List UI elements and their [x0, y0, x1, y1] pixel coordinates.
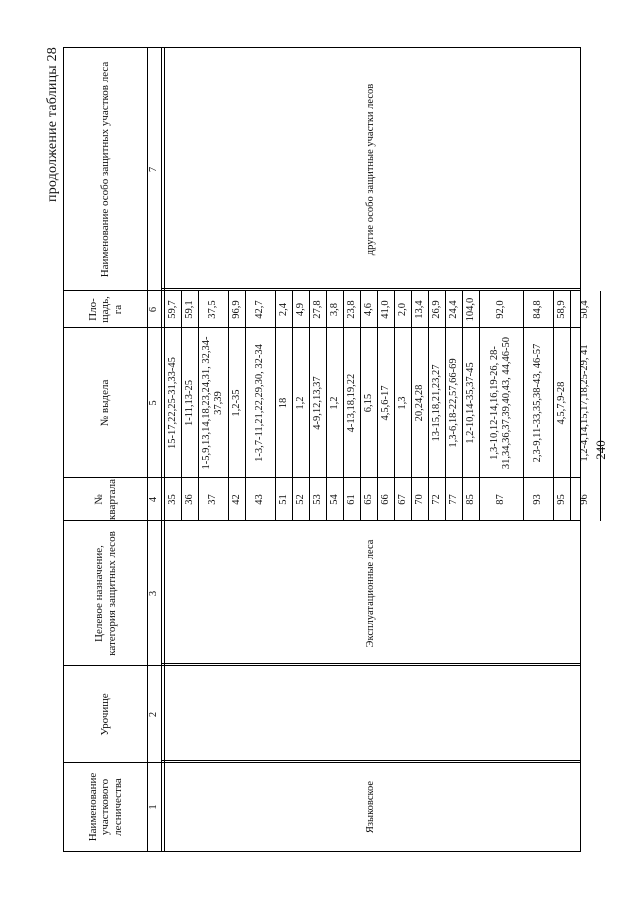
row-area: 24,4: [447, 300, 459, 319]
row-quarter: 37: [207, 494, 219, 505]
row-area: 13,4: [413, 300, 425, 319]
row-quarter: 67: [396, 494, 408, 505]
row-allotments: 1,3-10,12-14,16,19-26, 28-31,34,36,37,39,40,43, 44,46-50: [489, 336, 512, 470]
row-area: 41,0: [379, 300, 391, 319]
row-quarter: 70: [413, 494, 425, 505]
colnum-bottom-line: [161, 48, 162, 851]
colnum-2: 2: [148, 711, 160, 718]
row-allotments: 4-9,12,13,37: [311, 376, 323, 430]
colnum-1: 1: [148, 804, 160, 810]
row-area: 37,5: [207, 300, 219, 319]
row-quarter: 65: [362, 494, 374, 505]
header-area: Пло-щадь, га: [87, 296, 124, 323]
row-area: 4,9: [294, 302, 306, 317]
row-quarter: 35: [166, 494, 178, 505]
row-quarter: 51: [277, 494, 289, 505]
row-quarter: 42: [230, 494, 242, 505]
row-quarter: 61: [345, 494, 357, 505]
row-area: 2,4: [277, 302, 289, 317]
row-allotments: 1-3,7-11,21,22,29,30, 32-34: [254, 344, 266, 462]
row-quarter: 36: [183, 494, 195, 505]
vline-9: [161, 288, 580, 289]
row-allotments: 4,5,6-17: [379, 385, 391, 421]
colnum-7: 7: [148, 166, 160, 173]
row-quarter: 54: [328, 494, 340, 505]
protected-area-cell: другие особо защитные участки лесов: [364, 83, 376, 256]
colnum-6: 6: [148, 306, 160, 313]
row-quarter: 72: [430, 494, 442, 505]
header-allotment: № выдела: [99, 379, 112, 427]
row-allotments: 1-11,13-25: [183, 380, 195, 426]
category-cell: Эксплуатационные леса: [364, 539, 376, 648]
row-area: 26,9: [430, 300, 442, 319]
row-area: 27,8: [311, 300, 323, 319]
vline-8: [161, 663, 580, 664]
row-allotments: 1,2: [294, 396, 306, 410]
row-allotments: 1,2-4,14,15,17,18,25-29, 41: [579, 344, 591, 462]
colnum-4: 4: [148, 496, 160, 503]
header-quarter: № квартала: [93, 479, 118, 520]
page-number: 240: [593, 440, 608, 460]
colnum-3: 3: [148, 590, 160, 597]
row-allotments: 1-5,9,13,14,18,23,24,31, 32,34-37,39: [201, 336, 224, 470]
row-allotments: 4,5,7,9-28: [555, 381, 567, 425]
row-quarter: 53: [311, 494, 323, 505]
header-protected-name: Наименование особо защитных участков леса: [99, 61, 112, 278]
row-allotments: 1,2: [328, 396, 340, 410]
vline-7: [161, 760, 580, 761]
row-allotments: 1,2-10,14-35,37-45: [464, 362, 476, 444]
row-area: 2,0: [396, 302, 408, 317]
row-allotments: 6,15: [362, 393, 374, 413]
row-quarter: 95: [555, 494, 567, 505]
row-area: 59,7: [166, 300, 178, 319]
row-area: 96,9: [230, 300, 242, 319]
vline-2: [64, 665, 580, 666]
row-quarter: 52: [294, 494, 306, 505]
row-area: 59,1: [183, 300, 195, 319]
row-allotments: 13-15,18,21,23,27: [430, 364, 442, 442]
rotated-page: [45, 40, 640, 860]
row-area: 50,4: [579, 300, 591, 319]
row-allotments: 15-17,22,25-31,33-45: [166, 357, 178, 449]
row-allotments: 18: [277, 397, 289, 409]
row-area: 104,0: [464, 297, 476, 322]
header-bottom-line: [147, 48, 148, 851]
forest-table: [63, 47, 591, 852]
row-area: 3,8: [328, 302, 340, 317]
table-continuation-title: продолжение таблицы 28: [45, 47, 60, 202]
row-quarter: 77: [447, 494, 459, 505]
row-allotments: 1,2-35: [230, 389, 242, 417]
row-quarter: 66: [379, 494, 391, 505]
colnum-5: 5: [148, 400, 160, 406]
row-quarter: 85: [464, 494, 476, 505]
row-allotments: 20,24,28: [413, 384, 425, 422]
header-purpose: Целевое назначение, категория защитных лесов: [93, 531, 118, 656]
row-area: 58,9: [555, 300, 567, 319]
row-area: 42,7: [254, 300, 266, 319]
row-quarter: 93: [532, 494, 544, 505]
vline-1: [64, 762, 580, 763]
header-forestry: Наименование участкового лесничества: [87, 772, 124, 842]
row-quarter: 43: [254, 494, 266, 505]
row-quarter: 96: [579, 494, 591, 505]
forestry-name-cell: Языковское: [364, 780, 376, 834]
row-allotments: 1,3: [396, 396, 408, 410]
row-area: 92,0: [495, 300, 507, 319]
row-area: 4,6: [362, 302, 374, 317]
row-quarter: 87: [495, 494, 507, 505]
row-area: 84,8: [532, 300, 544, 319]
row-allotments: 4-13,18,19,22: [345, 373, 357, 433]
row-allotments: 2,3-9,11-33,35,38-43, 46-57: [532, 343, 544, 463]
header-tract: Урочище: [99, 693, 112, 736]
row-area: 23,8: [345, 300, 357, 319]
row-allotments: 1,3-6,18-22,57,66-69: [447, 358, 459, 448]
